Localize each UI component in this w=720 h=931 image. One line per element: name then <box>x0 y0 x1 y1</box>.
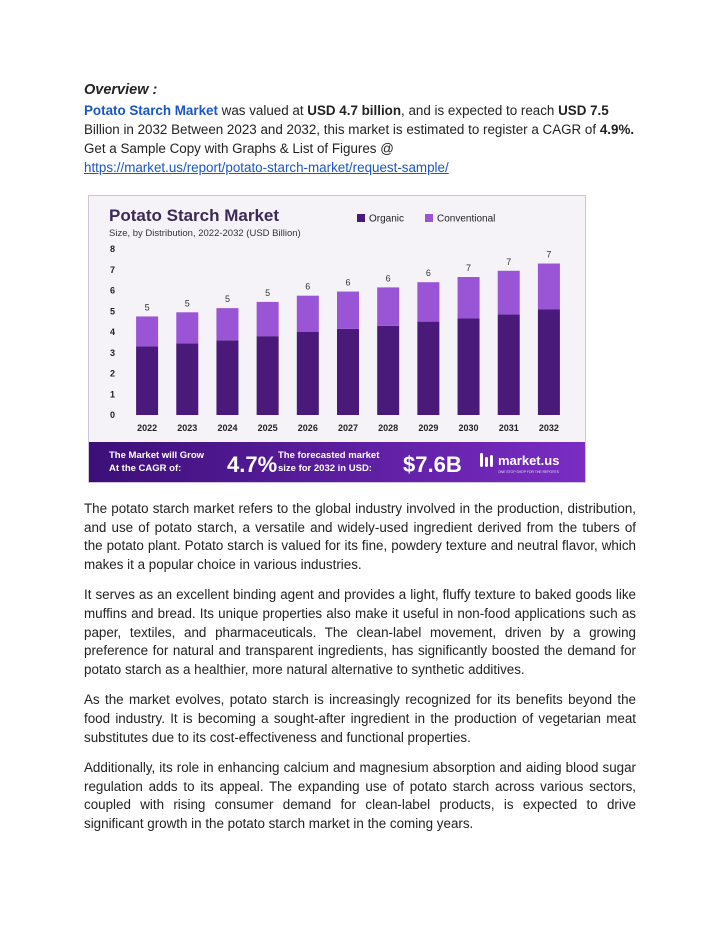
bar-conventional-2023 <box>176 312 198 343</box>
value-2032: USD 7.5 <box>558 103 609 118</box>
x-tick-label-2031: 2031 <box>498 423 519 433</box>
bar-total-label-2031: 7 <box>506 256 512 267</box>
y-tick-label: 1 <box>109 389 115 400</box>
legend-label-conventional: Conventional <box>437 213 496 225</box>
bar-total-label-2022: 5 <box>144 302 150 313</box>
bar-conventional-2029 <box>417 282 439 321</box>
bar-conventional-2025 <box>257 302 279 336</box>
x-tick-label-2030: 2030 <box>458 423 479 433</box>
paragraph-3: As the market evolves, potato starch is increasingly recognized for its benefits beyond the food industry. It is becoming a sought-after ingredient in the production of vegetarian meat substitutes due to its cost-effectiveness and functional properties. <box>84 692 636 745</box>
banner-grow-text-2: At the CAGR of: <box>109 463 182 474</box>
cagr-value: 4.9%. <box>599 122 635 137</box>
y-tick-label: 5 <box>109 306 115 317</box>
y-tick-label: 7 <box>109 264 115 275</box>
x-tick-label-2028: 2028 <box>378 423 399 433</box>
y-tick-label: 4 <box>109 327 115 337</box>
chart-title: Potato Starch Market <box>109 206 280 225</box>
bar-organic-2026 <box>297 332 319 415</box>
bar-conventional-2031 <box>498 271 520 315</box>
document-page <box>84 80 636 831</box>
y-tick-label: 8 <box>109 244 115 254</box>
bar-total-label-2023: 5 <box>184 298 190 309</box>
value-2023: USD 4.7 billion <box>307 103 402 118</box>
banner-cagr-value: 4.7% <box>227 452 278 477</box>
bar-organic-2030 <box>458 319 480 415</box>
x-tick-label-2025: 2025 <box>257 423 278 433</box>
intro-paragraph <box>84 101 636 139</box>
y-tick-label: 0 <box>109 410 115 420</box>
bar-total-label-2028: 6 <box>385 273 391 284</box>
market-chart-figure <box>88 195 586 483</box>
bar-total-label-2024: 5 <box>224 294 230 305</box>
bar-organic-2032 <box>538 309 560 415</box>
y-tick-label: 2 <box>109 368 115 379</box>
x-tick-label-2024: 2024 <box>217 423 238 433</box>
paragraph-2: It serves as an excellent binding agent and provides a light, fluffy texture to baked goods like muffins and bread. Its unique properties also make it useful in non-food applications such as paper, textiles, and pharmaceuticals. The clean-label movement, driven by a growing preference for natural and transparent ingredients, has significantly boosted the demand for potato starch as a healthier, more natural alternative to synthetic additives. <box>84 587 636 677</box>
market-name-link[interactable]: Potato Starch Market <box>84 103 218 118</box>
brand-name: market.us <box>498 453 560 468</box>
bar-total-label-2030: 7 <box>466 263 472 274</box>
stacked-bar-chart <box>89 196 585 482</box>
legend-label-organic: Organic <box>369 213 405 225</box>
legend-swatch-conventional <box>425 214 433 222</box>
bar-organic-2023 <box>176 343 198 415</box>
x-tick-label-2023: 2023 <box>177 423 198 433</box>
legend-swatch-organic <box>357 214 365 222</box>
bar-total-label-2027: 6 <box>345 277 351 288</box>
bar-conventional-2032 <box>538 264 560 310</box>
bar-organic-2028 <box>377 326 399 415</box>
paragraph-4: Additionally, its role in enhancing calcium and magnesium absorption and aiding blood sugar regulation adds to its appeal. The expanding use of potato starch across various sectors, coupled with rising consumer demand for clean-label products, is expected to drive significant growth in the potato starch market in the coming years. <box>84 760 636 831</box>
bar-total-label-2029: 6 <box>425 268 431 279</box>
bar-organic-2031 <box>498 314 520 415</box>
bar-total-label-2025: 5 <box>265 287 271 298</box>
bar-organic-2025 <box>257 336 279 415</box>
bar-conventional-2022 <box>136 316 158 346</box>
y-tick-label: 6 <box>109 285 115 296</box>
y-tick-label: 3 <box>109 347 115 358</box>
bar-total-label-2026: 6 <box>305 281 311 292</box>
bar-organic-2029 <box>417 322 439 415</box>
x-tick-label-2022: 2022 <box>137 423 158 433</box>
bar-conventional-2027 <box>337 292 359 329</box>
banner-forecast-text-1: The forecasted market <box>278 450 380 461</box>
bar-organic-2024 <box>216 340 238 415</box>
intro-text-2: , and is expected to reach <box>401 103 559 118</box>
bar-total-label-2032: 7 <box>546 249 552 260</box>
x-tick-label-2032: 2032 <box>538 423 559 433</box>
bar-organic-2027 <box>337 329 359 415</box>
x-tick-label-2029: 2029 <box>418 423 439 433</box>
overview-heading: Overview : <box>84 82 158 98</box>
x-tick-label-2027: 2027 <box>337 423 359 433</box>
bar-conventional-2024 <box>216 308 238 340</box>
sample-copy-text: Get a Sample Copy with Graphs & List of Figures @ <box>84 141 394 156</box>
bar-conventional-2030 <box>458 277 480 319</box>
banner-forecast-text-2: size for 2032 in USD: <box>278 463 372 474</box>
chart-subtitle: Size, by Distribution, 2022-2032 (USD Billion) <box>109 228 301 239</box>
cagr-banner <box>89 442 585 482</box>
bar-conventional-2028 <box>377 287 399 325</box>
body-text <box>84 500 636 846</box>
intro-text-1: was valued at <box>217 103 308 118</box>
sample-request-link[interactable]: https://market.us/report/potato-starch-market/request-sample/ <box>84 160 449 175</box>
intro-text-3: Billion in 2032 Between 2023 and 2032, this market is estimated to register a CAGR of <box>84 122 600 137</box>
bar-organic-2022 <box>136 347 158 415</box>
paragraph-1: The potato starch market refers to the global industry involved in the production, distribution, and use of potato starch, a versatile and widely-used ingredient derived from the tubers of the potato plant. Potato starch is valued for its fine, powdery texture and neutral flavor, which makes it a popular choice in various industries. <box>84 501 636 572</box>
banner-grow-text-1: The Market will Grow <box>109 450 205 461</box>
banner-forecast-value: $7.6B <box>403 452 462 477</box>
brand-tagline: ONE STOP SHOP FOR THE REPORTS <box>498 470 559 474</box>
bar-conventional-2026 <box>297 296 319 332</box>
y-axis <box>110 244 115 420</box>
x-tick-label-2026: 2026 <box>297 423 318 433</box>
